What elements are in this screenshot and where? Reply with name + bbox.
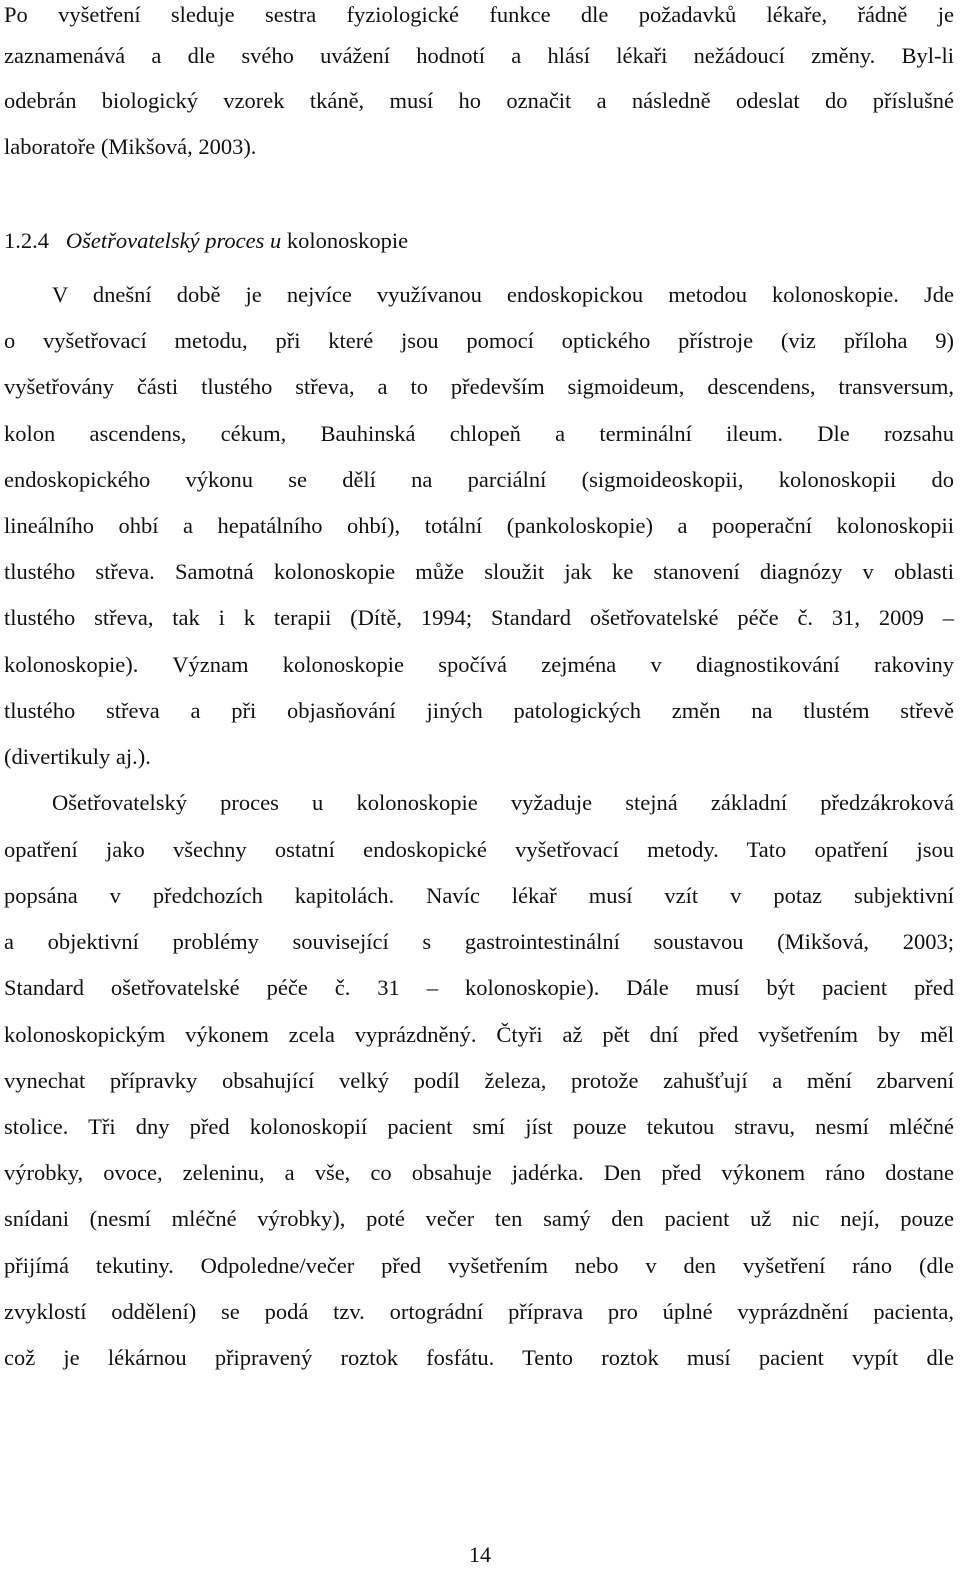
section-heading xyxy=(4,226,408,256)
paragraph-line: popsána v předchozích kapitolách. Navíc lékař musí vzít v potaz subjektivní xyxy=(4,883,954,908)
paragraph-line: kolonoskopie). Význam kolonoskopie spočívá zejména v diagnostikování rakoviny xyxy=(4,652,954,677)
paragraph-line: tlustého střeva. Samotná kolonoskopie může sloužit jak ke stanovení diagnózy v oblasti xyxy=(4,559,954,584)
paragraph-line: odebrán biologický vzorek tkáně, musí ho označit a následně odeslat do příslušné xyxy=(4,88,954,113)
section-title-rest: kolonoskopie xyxy=(286,228,409,253)
paragraph-line: a objektivní problémy související s gastrointestinální soustavou (Mikšová, 2003; xyxy=(4,929,954,954)
section-number: 1.2.4 xyxy=(4,228,49,253)
section-title-italic: Ošetřovatelský proces u xyxy=(65,228,282,253)
paragraph-line: (divertikuly aj.). xyxy=(4,744,151,769)
paragraph-line: vyšetřovány části tlustého střeva, a to především sigmoideum, descendens, transversum, xyxy=(4,374,954,399)
paragraph-line: opatření jako všechny ostatní endoskopické vyšetřovací metody. Tato opatření jsou xyxy=(4,837,954,862)
paragraph-line: kolonoskopickým výkonem zcela vyprázdněný. Čtyři až pět dní před vyšetřením by měl xyxy=(4,1022,954,1047)
paragraph-line: což je lékárnou připravený roztok fosfátu. Tento roztok musí pacient vypít dle xyxy=(4,1345,954,1370)
paragraph-line: V dnešní době je nejvíce využívanou endoskopickou metodou kolonoskopie. Jde xyxy=(52,282,954,307)
paragraph-line: Po vyšetření sleduje sestra fyziologické funkce dle požadavků lékaře, řádně je xyxy=(4,2,954,27)
paragraph-line: zvyklostí oddělení) se podá tzv. ortográdní příprava pro úplné vyprázdnění pacienta, xyxy=(4,1299,954,1324)
paragraph-line: lineálního ohbí a hepatálního ohbí), totální (pankoloskopie) a pooperační kolonoskopii xyxy=(4,513,954,538)
paragraph-line: o vyšetřovací metodu, při které jsou pomocí optického přístroje (viz příloha 9) xyxy=(4,328,954,353)
paragraph-line: Ošetřovatelský proces u kolonoskopie vyžaduje stejná základní předzákroková xyxy=(52,790,954,815)
paragraph-line: laboratoře (Mikšová, 2003). xyxy=(4,134,257,159)
paragraph-line: endoskopického výkonu se dělí na parciální (sigmoideoskopii, kolonoskopii do xyxy=(4,467,954,492)
paragraph-line: kolon ascendens, cékum, Bauhinská chlopeň a terminální ileum. Dle rozsahu xyxy=(4,421,954,446)
paragraph-line: stolice. Tři dny před kolonoskopií pacient smí jíst pouze tekutou stravu, nesmí mléčné xyxy=(4,1114,954,1139)
paragraph-line: snídani (nesmí mléčné výrobky), poté večer ten samý den pacient už nic nejí, pouze xyxy=(4,1206,954,1231)
page-number: 14 xyxy=(469,1542,491,1567)
paragraph-line: tlustého střeva, tak i k terapii (Dítě, 1994; Standard ošetřovatelské péče č. 31, 2009 – xyxy=(4,605,954,630)
paragraph-line: tlustého střeva a při objasňování jiných patologických změn na tlustém střevě xyxy=(4,698,954,723)
paragraph-line: zaznamenává a dle svého uvážení hodnotí a hlásí lékaři nežádoucí změny. Byl-li xyxy=(4,43,954,68)
paragraph-line: výrobky, ovoce, zeleninu, a vše, co obsahuje jadérka. Den před výkonem ráno dostane xyxy=(4,1160,954,1185)
paragraph-line: přijímá tekutiny. Odpoledne/večer před vyšetřením nebo v den vyšetření ráno (dle xyxy=(4,1253,954,1278)
paragraph-line: vynechat přípravky obsahující velký podíl železa, protože zahušťují a mění zbarvení xyxy=(4,1068,954,1093)
paragraph-line: Standard ošetřovatelské péče č. 31 – kolonoskopie). Dále musí být pacient před xyxy=(4,975,954,1000)
